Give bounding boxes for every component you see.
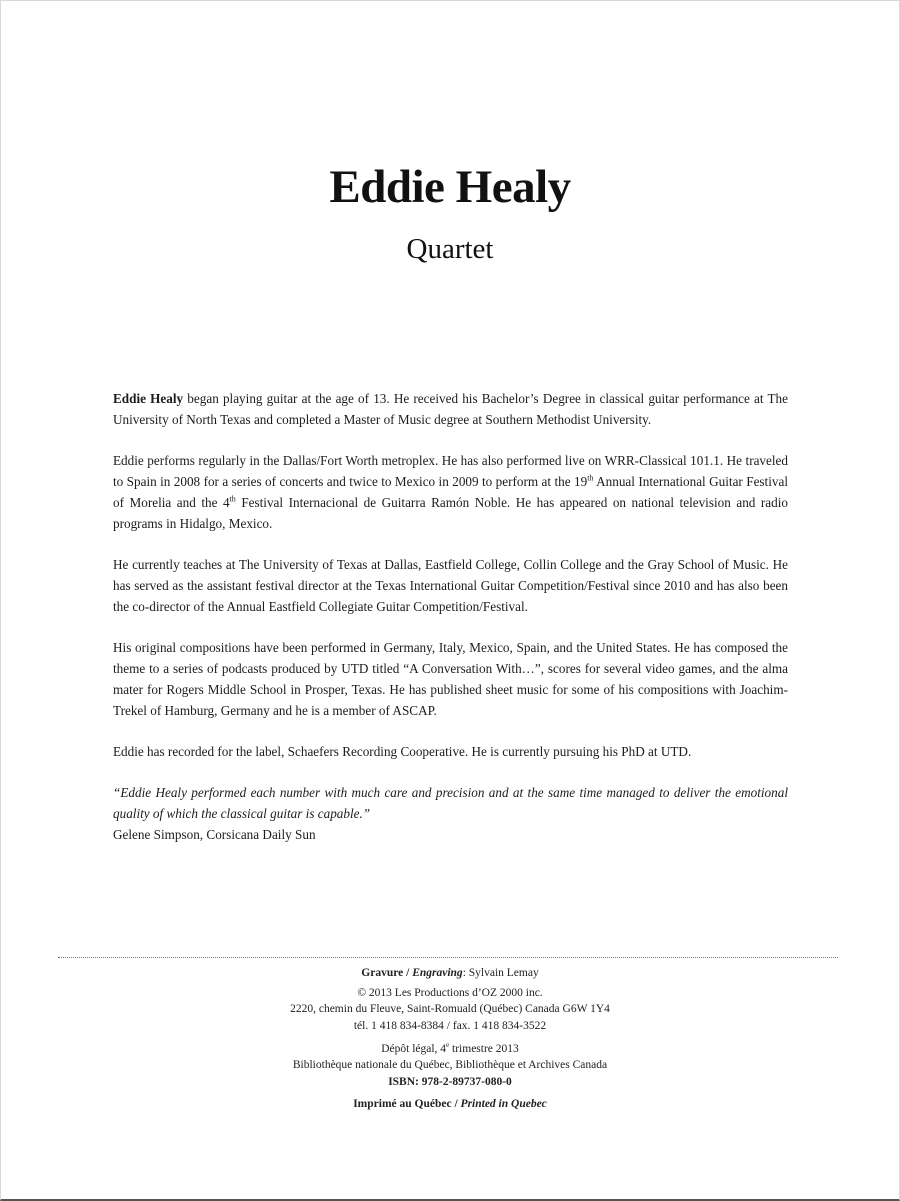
bio-paragraph-3: He currently teaches at The University of Texas at Dallas, Eastfield College, Collin College and the Gray School of Music. He has served as the assistant festival director at the Texas International Guitar Competition/Festival since 2010 and has also been the co-director of the Annual Eastfield Collegiate Guitar Competition/Festival. xyxy=(113,557,788,614)
printed-in xyxy=(0,1096,900,1113)
page-title: Eddie Healy xyxy=(329,161,571,213)
bio-paragraph-2-text-b: Annual International Guitar Festival of Morelia and the 4 xyxy=(113,474,788,510)
engraver-name: : Sylvain Lemay xyxy=(462,967,539,979)
bio-name: Eddie Healy xyxy=(113,391,184,406)
bio-paragraph-5: Eddie has recorded for the label, Schaefers Recording Cooperative. He is currently pursuing his PhD at UTD. xyxy=(113,744,692,759)
press-quote xyxy=(113,782,788,845)
bio-paragraph-1 xyxy=(113,388,788,430)
libraries-line: Bibliothèque nationale du Québec, Bibliothèque et Archives Canada xyxy=(292,1059,608,1072)
publisher-phone: tél. 1 418 834-8384 / fax. 1 418 834-3522 xyxy=(353,1019,547,1032)
printed-in-en: Printed in Quebec xyxy=(460,1098,547,1111)
bio-paragraph-2 xyxy=(113,450,788,534)
legal-deposit xyxy=(0,1037,900,1057)
bio-paragraph-1-text: began playing guitar at the age of 13. He received his Bachelor’s Degree in classical guitar performance at The University of North Texas and completed a Master of Music degree at Southern Methodist University. xyxy=(113,391,789,427)
bio-paragraph-2-text-c: Festival Internacional de Guitarra Ramón Noble. He has appeared on national television and radio programs in Hidalgo, Mexico. xyxy=(113,495,788,531)
colophon xyxy=(0,965,900,1113)
isbn: ISBN: 978-2-89737-080-0 xyxy=(388,1075,512,1088)
biography xyxy=(113,388,788,845)
ordinal-suffix: th xyxy=(229,494,236,504)
ordinal-suffix: th xyxy=(587,473,594,483)
page-subtitle: Quartet xyxy=(406,233,494,265)
legal-deposit-text-a: Dépôt légal, 4 xyxy=(381,1042,447,1055)
legal-deposit-text-b: trimestre 2013 xyxy=(449,1042,519,1055)
engraving-label-fr: Gravure xyxy=(361,967,404,979)
quote-source: Gelene Simpson, Corsicana Daily Sun xyxy=(113,827,316,842)
engraving-label-en: Engraving xyxy=(412,967,463,979)
publisher-address: 2220, chemin du Fleuve, Saint-Romuald (Québec) Canada G6W 1Y4 xyxy=(290,1003,610,1015)
quote-text: “Eddie Healy performed each number with much care and precision and at the same time managed to deliver the emotional quality of which the classical guitar is capable.” xyxy=(113,785,788,821)
printed-in-fr: Imprimé au Québec xyxy=(353,1098,452,1111)
dotted-divider xyxy=(58,957,838,958)
ordinal-suffix: e xyxy=(446,1041,450,1049)
copyright-line: © 2013 Les Productions d’OZ 2000 inc. xyxy=(357,986,543,999)
printed-separator: / xyxy=(451,1098,461,1111)
engraving-separator: / xyxy=(403,967,413,979)
bio-paragraph-2-text-a: Eddie performs regularly in the Dallas/Fort Worth metroplex. He has also performed live on WRR-Classical 101.1. He traveled to Spain in 2008 for a series of concerts and twice to Mexico in 2009 to perform at the 19 xyxy=(113,453,788,489)
bio-paragraph-4: His original compositions have been performed in Germany, Italy, Mexico, Spain, and the United States. He has composed the theme to a series of podcasts produced by UTD titled “A Conversation With…”, scores for several video games, and the alma mater for Rogers Middle School in Prosper, Texas. He has published sheet music for some of his compositions with Joachim-Trekel of Hamburg, Germany and he is a member of ASCAP. xyxy=(113,640,788,718)
engraving-credit xyxy=(0,965,900,982)
